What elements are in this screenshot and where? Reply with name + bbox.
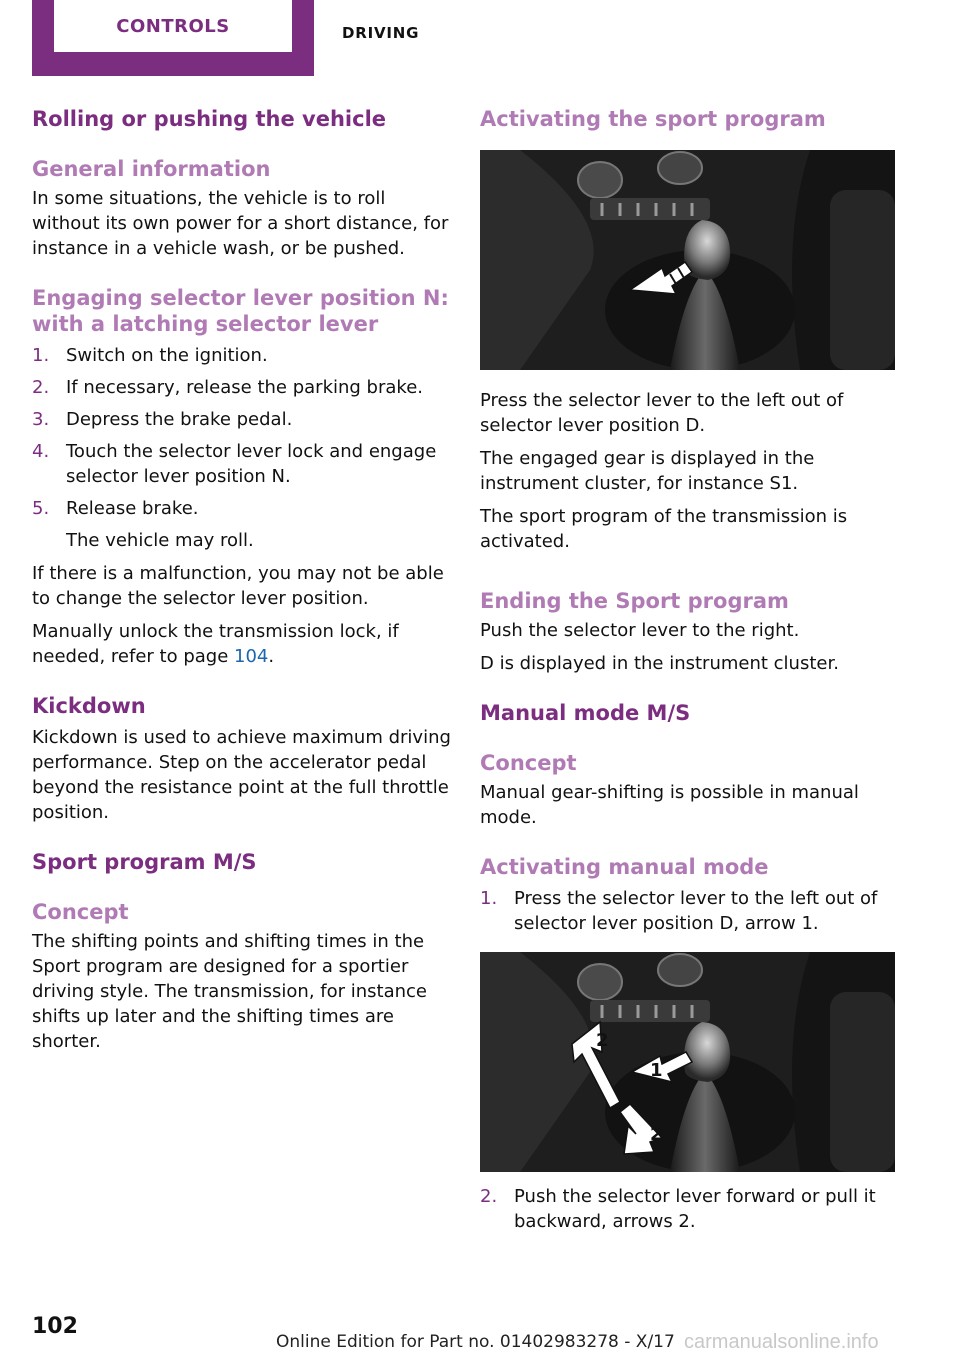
heading-activating-sport: Activating the sport program [480,107,826,131]
step-text: Release brake. [66,498,199,519]
step-number: 1. [32,345,50,366]
step-text: If necessary, release the parking brake. [66,377,423,398]
step-number: 1. [480,888,498,909]
heading-sport-program: Sport program M/S [32,850,257,874]
paragraph-malfunction: If there is a malfunction, you may not be able to change the selector lever position. [32,563,444,609]
heading-engaging-n: Engaging selector lever position N: with a latching selector lever [32,286,449,336]
list-item [32,496,452,521]
heading-kickdown: Kickdown [32,694,146,718]
step-number: 4. [32,441,50,462]
paragraph-sport-activated: The sport program of the transmission is activated. [480,506,848,552]
step-number: 2. [480,1186,498,1207]
list-item [32,375,452,400]
arrow-label-2-top: 2 [596,1030,609,1051]
tab-controls-label: CONTROLS [54,0,292,52]
heading-concept-left: Concept [32,900,129,924]
heading-activating-manual: Activating manual mode [480,855,769,879]
list-item [480,1184,898,1234]
list-item [32,343,452,368]
gear-selector-photo-sport [480,150,895,370]
step-number: 5. [32,498,50,519]
gear-selector-photo-manual [480,952,895,1172]
arrow-label-1: 1 [650,1060,663,1081]
step-text: Depress the brake pedal. [66,409,293,430]
left-column [32,106,452,1054]
step-number: 2. [32,377,50,398]
step-text: Touch the selector lever lock and engage selector lever position N. [66,441,437,487]
paragraph-push-right: Push the selector lever to the right. [480,620,800,641]
manual-steps-list-1 [480,886,898,936]
gear-selector-arrows-illustration [480,952,895,1172]
page-reference-link[interactable]: 104 [234,646,269,667]
paragraph-kickdown: Kickdown is used to achieve maximum driving performance. Step on the accelerator pedal beyond the resistance point at the full throttle position. [32,727,451,823]
paragraph-d-displayed: D is displayed in the instrument cluster. [480,653,839,674]
heading-concept-right: Concept [480,751,577,775]
list-item [32,407,452,432]
step-text: Switch on the ignition. [66,345,268,366]
steps-list [32,343,452,521]
paragraph-manual-concept: Manual gear-shifting is possible in manual mode. [480,782,859,828]
heading-ending-sport: Ending the Sport program [480,589,789,613]
paragraph-concept: The shifting points and shifting times in the Sport program are designed for a sportier driving style. The transmission, for instance shifts up later and the shifting times are shorter. [32,931,427,1052]
step-text: Press the selector lever to the left out of selector lever position D, arrow 1. [514,888,878,934]
header-tabs [0,0,960,80]
step-number: 3. [32,409,50,430]
page-number: 102 [32,1314,78,1339]
paragraph-general: In some situations, the vehicle is to roll without its own power for a short distance, for instance in a vehicle wash, or be pushed. [32,188,449,259]
heading-manual-mode: Manual mode M/S [480,701,691,725]
step-text: Push the selector lever forward or pull it backward, arrows 2. [514,1186,876,1232]
heading-general-information: General information [32,157,271,181]
arrow-label-2-bottom: 2 [650,1124,663,1145]
manual-steps-list-2 [480,1184,898,1234]
paragraph-manual-unlock [32,619,452,669]
manual-unlock-text: Manually unlock the transmission lock, if needed, refer to page [32,621,399,667]
list-item [480,886,898,936]
list-item [32,439,452,489]
tab-driving[interactable]: DRIVING [342,24,420,42]
step5-note: The vehicle may roll. [66,530,254,551]
watermark: carmanualsonline.info [684,1331,879,1353]
heading-rolling: Rolling or pushing the vehicle [32,107,387,131]
right-column [480,106,898,1241]
edition-text: Online Edition for Part no. 01402983278 - X/17 [276,1332,675,1352]
gear-selector-illustration [480,150,895,370]
manual-unlock-suffix: . [268,646,275,667]
tab-controls[interactable] [32,0,314,76]
paragraph-press-left: Press the selector lever to the left out of selector lever position D. [480,390,844,436]
paragraph-engaged-gear: The engaged gear is displayed in the instrument cluster, for instance S1. [480,448,815,494]
